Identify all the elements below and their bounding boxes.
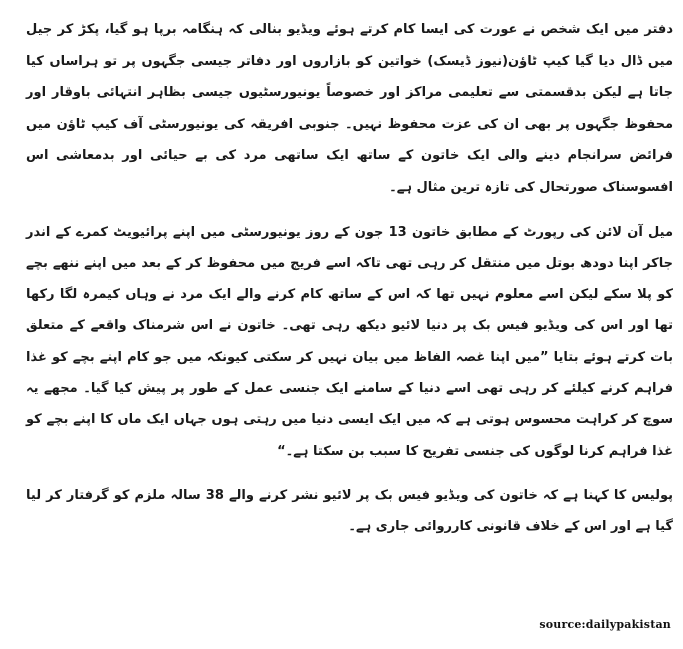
article-paragraph-2: میل آن لائن کی رپورٹ کے مطابق خاتون 13 جون کے روز یونیورسٹی میں اپنے پرائیویٹ کمرے کے اندر جاکر اپنا دودھ بوتل میں منتقل کر رہی تھی تاکہ اسے فریج میں محفوظ کر کے بعد میں اپنے ننھے بچے کو پلا سکے لیکن اسے معلوم نہیں تھا کہ اس کے ساتھ کام کرنے والے ایک مرد نے وہاں کیمرہ لگا رکھا تھا اور اس کی ویڈیو فیس بک پر دنیا لائیو دیکھ رہی تھی۔ خاتون نے اس شرمناک واقعے کے متعلق بات کرتے ہوئے بتایا ”میں اپنا غصہ الفاظ میں بیان نہیں کر سکتی کیونکہ میں جو کام اپنے بچے کو غذا فراہم کرنے کیلئے کر رہی تھی اسے دنیا کے سامنے ایک جنسی عمل کے طور پر پیش کیا گیا۔ مجھے یہ سوچ کر کراہت محسوس ہوتی ہے کہ میں ایک ایسی دنیا میں رہتی ہوں جہاں ایک ماں کا اپنے بچے کو غذا فراہم کرنا لوگوں کی جنسی تفریح کا سبب بن سکتا ہے۔“ bbox=[26, 224, 673, 459]
source-credit: source:dailypakistan bbox=[539, 618, 671, 631]
article-paragraph-1: دفتر میں ایک شخص نے عورت کی ایسا کام کرتے ہوئے ویڈیو بنالی کہ ہنگامہ برپا ہو گیا، پکڑ کر جیل میں ڈال دیا گیا کیپ ٹاؤن(نیوز ڈیسک) خواتین کو بازاروں اور دفاتر جیسی جگہوں پر تو ہراساں کیا جاتا ہے لیکن بدقسمتی سے تعلیمی مراکز اور خصوصاً یونیورسٹیوں جیسی بظاہر انتہائی باوقار اور محفوظ جگہوں پر بھی ان کی عزت محفوظ نہیں۔ جنوبی افریقہ کی یونیورسٹی آف کیپ ٹاؤن میں فرائض سرانجام دینے والی ایک خاتون کے ساتھ ایک ساتھی مرد کی بے حیائی اور بدمعاشی اس افسوسناک صورتحال کی تازہ ترین مثال ہے۔ bbox=[26, 22, 673, 195]
article-paragraph-3: پولیس کا کہنا ہے کہ خاتون کی ویڈیو فیس بک پر لائیو نشر کرنے والے 38 سالہ ملزم کو گرفتار کر لیا گیا ہے اور اس کے خلاف قانونی کارروائی جاری ہے۔ bbox=[26, 487, 673, 534]
article-body bbox=[26, 14, 673, 555]
